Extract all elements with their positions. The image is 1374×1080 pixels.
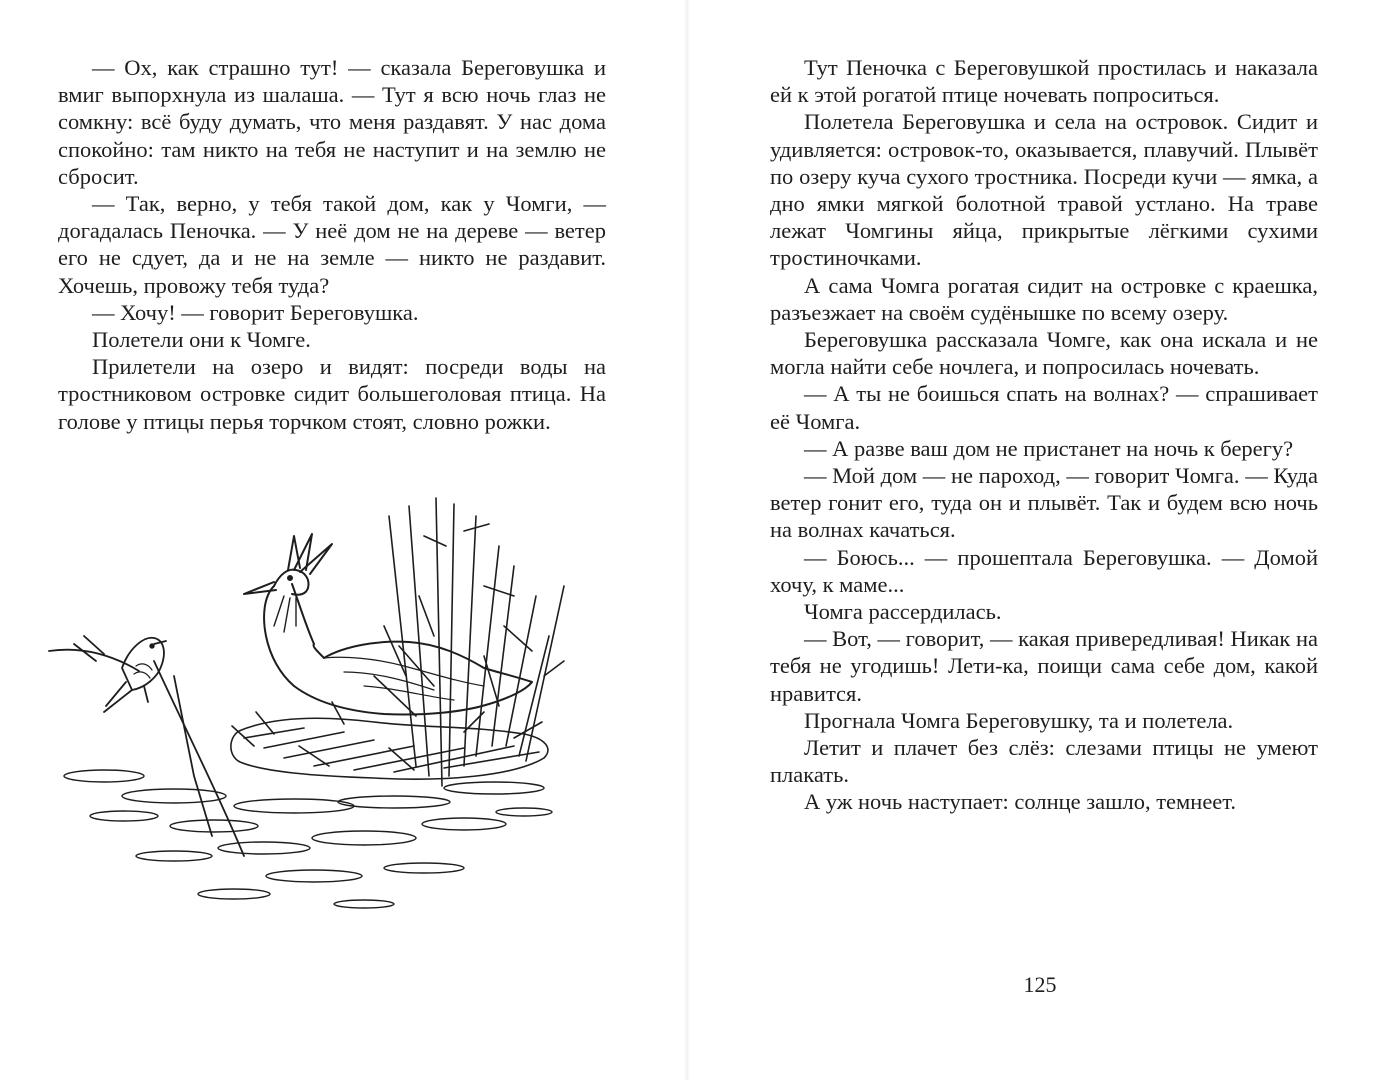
paragraph: — Так, верно, у тебя такой дом, как у Чомги, — догадалась Пеночка. — У неё дом не на дереве — ветер его не сдует, да и не на земле — никто не раздавит. Хочешь, провожу тебя туда? xyxy=(58,191,606,298)
paragraph: Тут Пеночка с Береговушкой простилась и наказала ей к этой рогатой птице ночевать попроситься. xyxy=(770,55,1318,108)
paragraph: Чомга рассердилась. xyxy=(804,599,1002,625)
page-number: 125 xyxy=(1023,972,1057,997)
grebe-illustration xyxy=(44,476,604,926)
paragraph: Летит и плачет без слёз: слезами птицы не умеют плакать. xyxy=(770,735,1318,788)
paragraph: — Вот, — говорит, — какая привередливая! Никак на тебя не угодишь! Лети-ка, поищи сама себе дом, какой нравится. xyxy=(770,626,1318,706)
warbler-on-reed xyxy=(104,638,166,712)
paragraph: — Мой дом — не пароход, — говорит Чомга. — Куда ветер гонит его, туда он и плывёт. Так и будем всю ночь на волнах качаться. xyxy=(770,463,1318,543)
right-page-text xyxy=(770,54,1318,816)
grebe xyxy=(244,534,532,715)
paragraph: — А разве ваш дом не пристанет на ночь к берегу? xyxy=(804,435,1294,461)
paragraph: А сама Чомга рогатая сидит на островке с краешка, разъезжает на своём судёнышке по всему озеру. xyxy=(770,272,1318,325)
page-gutter xyxy=(684,0,690,1080)
paragraph: Прилетели на озеро и видят: посреди воды на тростниковом островке сидит большеголовая птица. На голове у птицы перья торчком стоят, словно рожки. xyxy=(58,354,606,434)
left-page-text xyxy=(58,54,606,435)
paragraph: Полетела Береговушка и села на островок. Сидит и удивляется: островок-то, оказывается, плавучий. Плывёт по озеру куча сухого тростника. Посреди кучи — ямка, а дно ямки мягкой болотной травой устлано. На траве лежат Чомгины яйца, прикрытые лёгкими сухими тростиночками. xyxy=(770,109,1318,271)
paragraph: — Хочу! — говорит Береговушка. xyxy=(92,299,419,325)
paragraph: Прогнала Чомга Береговушку, та и полетела. xyxy=(804,707,1234,733)
paragraph: Полетели они к Чомге. xyxy=(92,327,311,353)
paragraph: Береговушка рассказала Чомге, как она искала и не могла найти себе ночлега, и попросилась ночевать. xyxy=(770,327,1318,380)
water-ripples xyxy=(64,770,552,908)
warbler-reed xyxy=(49,636,244,856)
paragraph: А уж ночь наступает: солнце зашло, темнеет. xyxy=(804,789,1237,815)
paragraph: — А ты не боишься спать на волнах? — спрашивает её Чомга. xyxy=(770,381,1318,434)
paragraph: — Ох, как страшно тут! — сказала Береговушка и вмиг выпорхнула из шалаша. — Тут я всю ночь глаз не сомкну: всё буду думать, что меня раздавят. У нас дома спокойно: там никто на тебя не наступит и на землю не сбросит. xyxy=(58,55,606,189)
paragraph: — Боюсь... — прошептала Береговушка. — Домой хочу, к маме... xyxy=(770,544,1318,597)
